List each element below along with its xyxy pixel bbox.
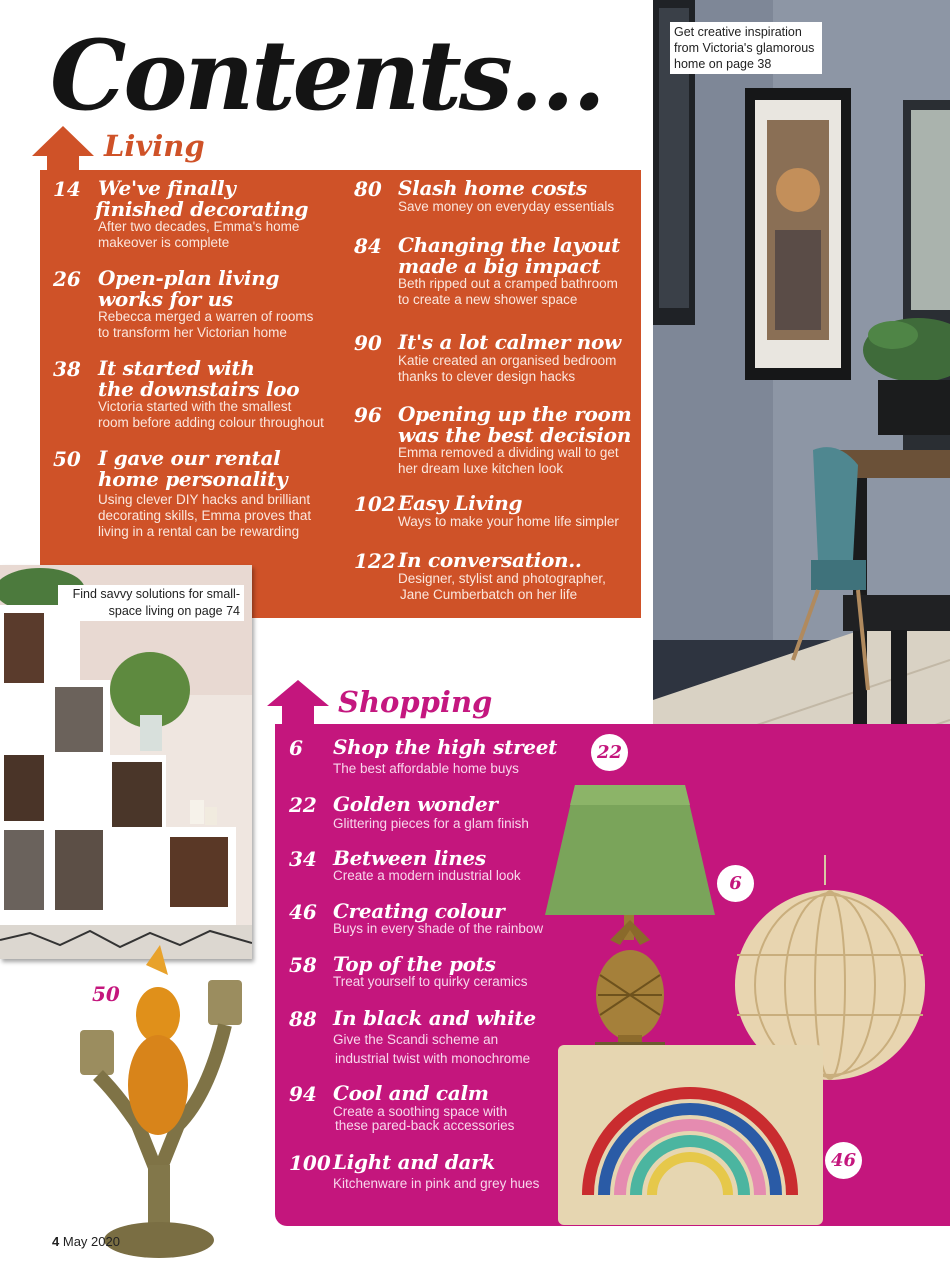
page-badge: 6 [717, 865, 754, 902]
entry-description: these pared-back accessories [335, 1118, 515, 1133]
entry-heading: Open-plan living [98, 266, 280, 290]
entry-heading: It's a lot calmer now [398, 330, 621, 354]
entry-description: to transform her Victorian home [98, 325, 287, 340]
entry-description: After two decades, Emma's home [98, 219, 300, 234]
room-photo [653, 0, 950, 843]
entry-heading: made a big impact [398, 254, 601, 278]
entry-heading: Changing the layout [398, 233, 621, 257]
entry-heading: finished decorating [95, 197, 309, 221]
shopping-section-title: Shopping [338, 685, 493, 719]
entry-description: room before adding colour throughout [98, 415, 324, 430]
entry-heading: Opening up the room [398, 402, 632, 426]
entry-description: Kitchenware in pink and grey hues [333, 1176, 540, 1191]
entry-description: Jane Cumberbatch on her life [400, 587, 578, 602]
shopping-arrow-icon [267, 680, 329, 728]
entry-description: Glittering pieces for a glam finish [333, 816, 529, 831]
entry-heading: Top of the pots [333, 952, 496, 976]
entry-description: Give the Scandi scheme an [333, 1032, 499, 1047]
entry-heading: Cool and calm [333, 1081, 489, 1105]
entry-heading: Between lines [333, 846, 486, 870]
entry-description: Create a soothing space with [333, 1104, 508, 1119]
entry-heading: Shop the high street [333, 735, 558, 759]
entry-heading: In black and white [333, 1006, 536, 1030]
entry-description: Treat yourself to quirky ceramics [333, 974, 528, 989]
entry-description: Create a modern industrial look [333, 868, 521, 883]
entry-description: makeover is complete [98, 235, 230, 250]
parrot-page-ref: 50 [92, 982, 120, 1006]
entry-description: Ways to make your home life simpler [398, 514, 619, 529]
entry-description: Using clever DIY hacks and brilliant [98, 492, 311, 507]
entry-heading: I gave our rental [98, 446, 281, 470]
entry-heading: Golden wonder [333, 792, 498, 816]
entry-description: The best affordable home buys [333, 761, 519, 776]
entry-description: industrial twist with monochrome [335, 1051, 531, 1066]
issue-date: May 2020 [62, 1234, 120, 1249]
entry-heading: Creating colour [333, 899, 505, 923]
entry-description: her dream luxe kitchen look [398, 461, 564, 476]
entry-description: to create a new shower space [398, 292, 578, 307]
entry-heading: home personality [98, 467, 288, 491]
page-number: 4 [52, 1234, 60, 1249]
living-section-title: Living [104, 129, 205, 163]
right-photo-caption: Get creative inspiration from Victoria's glamorous home on page 38 [670, 22, 822, 74]
entry-heading: Easy Living [398, 491, 523, 515]
entry-description: thanks to clever design hacks [398, 369, 576, 384]
page-badge: 46 [825, 1142, 862, 1179]
entry-description: Save money on everyday essentials [398, 199, 615, 214]
entry-description: Beth ripped out a cramped bathroom [398, 276, 618, 291]
pineapple-lamp-image [540, 780, 720, 1060]
entry-heading: In conversation.. [398, 548, 582, 572]
entry-description: Rebecca merged a warren of rooms [98, 309, 314, 324]
entry-heading: Light and dark [333, 1150, 495, 1174]
rainbow-doormat-image [558, 1045, 823, 1225]
page-footer [52, 1234, 120, 1249]
entry-description: living in a rental can be rewarding [98, 524, 300, 539]
entry-description: Buys in every shade of the rainbow [333, 921, 544, 936]
entry-description: Designer, stylist and photographer, [398, 571, 606, 586]
entry-description: Katie created an organised bedroom [398, 353, 617, 368]
entry-heading: the downstairs loo [98, 377, 300, 401]
page-badge: 22 [591, 734, 628, 771]
shelving-photo [0, 565, 252, 959]
left-photo-caption: Find savvy solutions for small-space living on page 74 [58, 585, 244, 621]
entry-heading: was the best decision [398, 423, 631, 447]
entry-heading: works for us [98, 287, 233, 311]
entry-heading: It started with [98, 356, 255, 380]
entry-heading: Slash home costs [398, 176, 587, 200]
entry-description: Victoria started with the smallest [98, 399, 292, 414]
page-title: Contents… [50, 19, 603, 132]
entry-description: decorating skills, Emma proves that [98, 508, 312, 523]
entry-description: Emma removed a dividing wall to get [398, 445, 619, 460]
entry-heading: We've finally [98, 176, 236, 200]
